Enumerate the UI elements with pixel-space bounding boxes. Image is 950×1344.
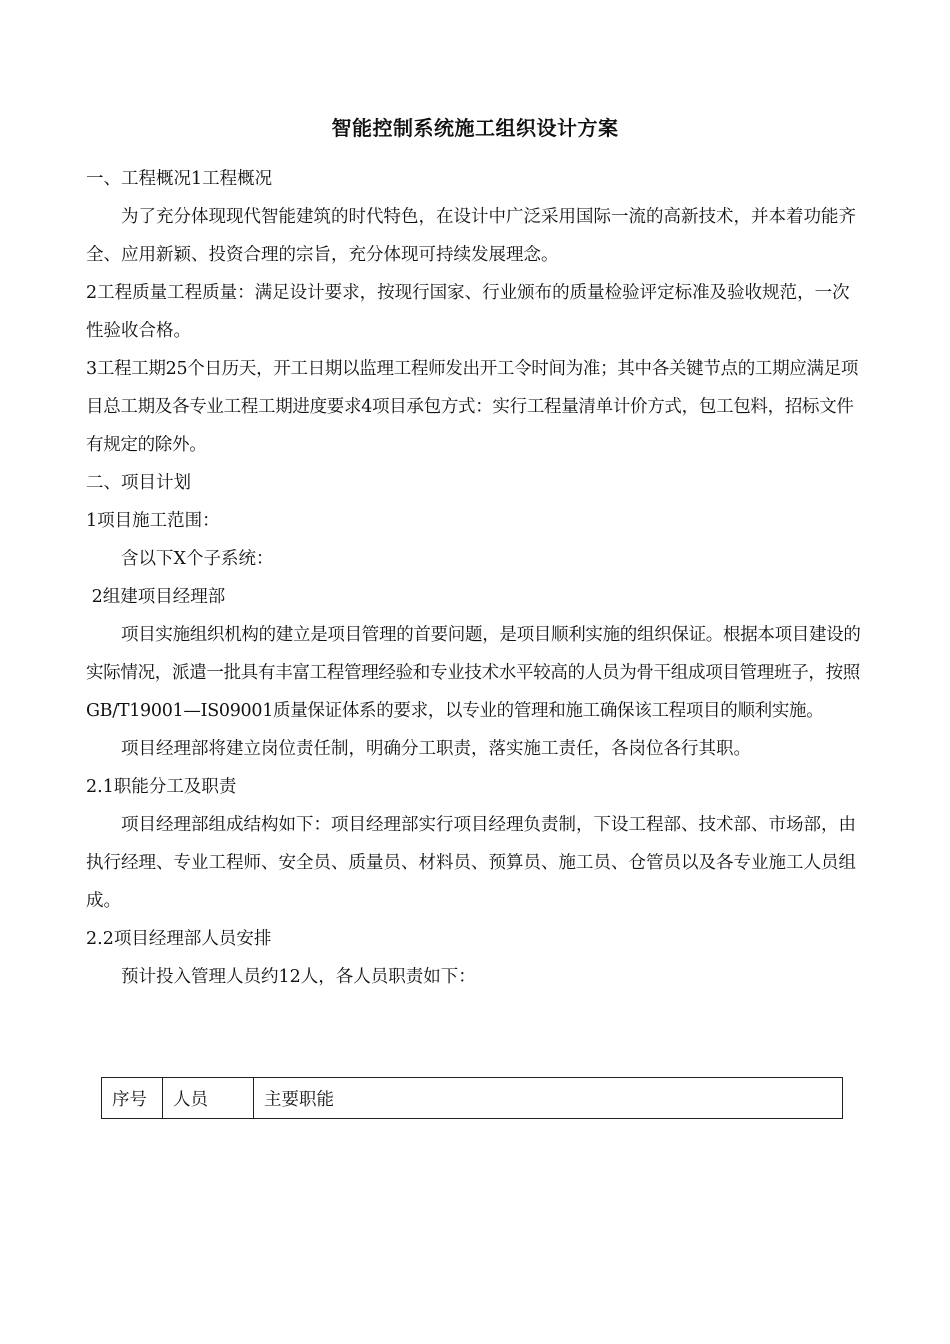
paragraph-subsystems: 含以下X个子系统： (121, 549, 274, 569)
paragraph-staff-count: 预计投入管理人员约12人，各人员职责如下： (121, 967, 476, 987)
paragraph-schedule: 3工程工期25个日历天，开工日期以监理工程师发出开工令时间为准；其中各关键节点的工期应满足项目总工期及各专业工程工期进度要求4项目承包方式：实行工程量清单计价方式，包工包料，招标文件有规定的除外。 (86, 359, 859, 455)
paragraph-structure: 项目经理部组成结构如下：项目经理部实行项目经理负责制，下设工程部、技术部、市场部，由执行经理、专业工程师、安全员、质量员、材料员、预算员、施工员、仓管员以及各专业施工人员组成。 (86, 815, 856, 911)
paragraph-responsibility: 项目经理部将建立岗位责任制，明确分工职责，落实施工责任，各岗位各行其职。 (121, 739, 751, 759)
section-heading-overview: 一、工程概况1工程概况 (86, 169, 273, 189)
document-body (86, 160, 866, 996)
subheading-duties: 2.1职能分工及职责 (86, 777, 237, 797)
table-header-cell: 主要职能 (254, 1078, 843, 1119)
document-title: 智能控制系统施工组织设计方案 (331, 116, 619, 140)
table-header-cell: 序号 (102, 1078, 163, 1119)
table-header-row (102, 1078, 843, 1119)
subheading-scope: 1项目施工范围： (86, 511, 220, 531)
subheading-staffing: 2.2项目经理部人员安排 (86, 929, 272, 949)
section-heading-plan: 二、项目计划 (86, 473, 191, 493)
paragraph-organization: 项目实施组织机构的建立是项目管理的首要问题，是项目顺利实施的组织保证。根据本项目建设的实际情况，派遣一批具有丰富工程管理经验和专业技术水平较高的人员为骨干组成项目管理班子，按照GB/T19001—IS09001质量保证体系的要求，以专业的管理和施工确保该工程项目的顺利实施。 (86, 625, 861, 721)
paragraph-quality: 2工程质量工程质量：满足设计要求，按现行国家、行业颁布的质量检验评定标准及验收规范，一次性验收合格。 (86, 283, 850, 341)
staff-table (101, 1077, 843, 1119)
paragraph-overview: 为了充分体现现代智能建筑的时代特色，在设计中广泛采用国际一流的高新技术，并本着功能齐全、应用新颖、投资合理的宗旨，充分体现可持续发展理念。 (86, 207, 856, 265)
subheading-department: 2组建项目经理部 (86, 587, 226, 607)
table-header-cell: 人员 (163, 1078, 254, 1119)
